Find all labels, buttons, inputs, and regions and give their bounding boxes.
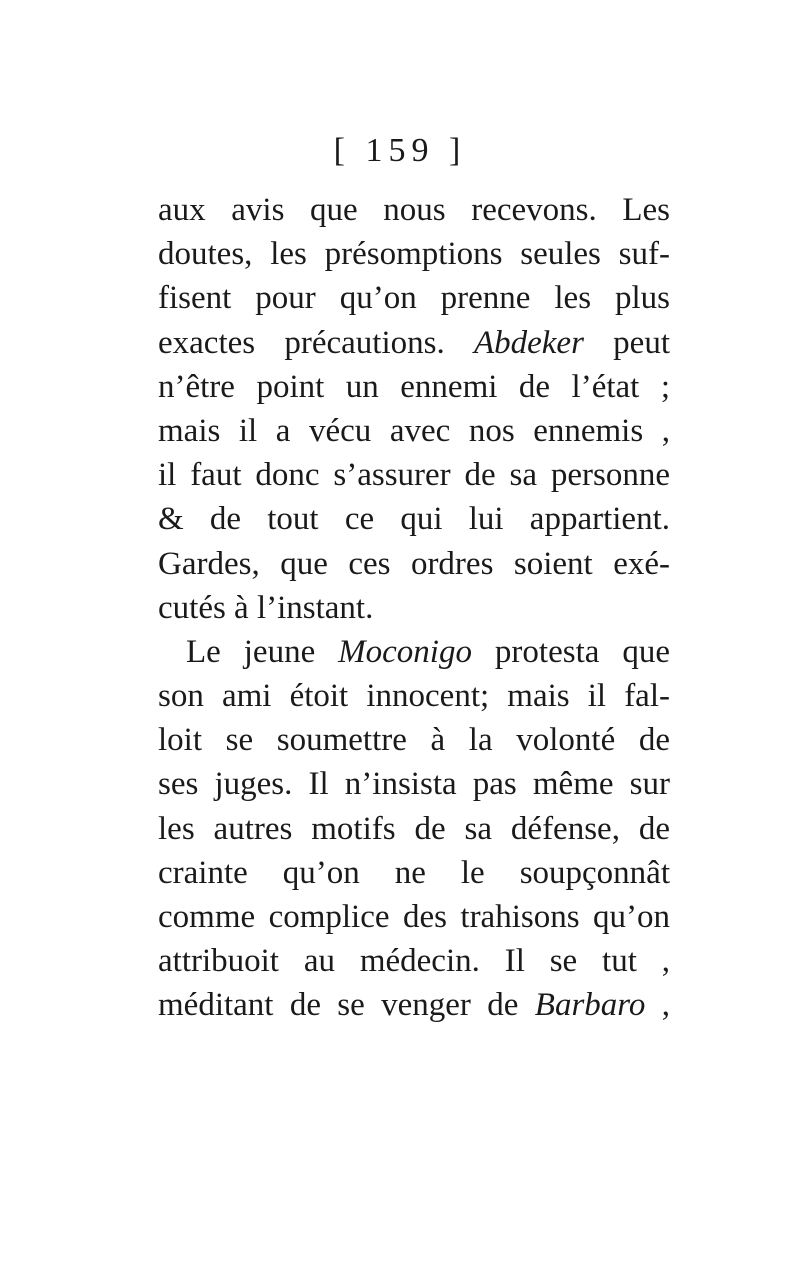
text-line xyxy=(158,542,670,586)
text-line xyxy=(158,188,670,232)
text-line xyxy=(158,807,670,851)
text-segment: n’être point un ennemi de l’état ; xyxy=(158,368,670,405)
text-segment: , xyxy=(645,987,671,1024)
text-segment: mais il a vécu avec nos ennemis , xyxy=(158,412,670,449)
text-segment: ses juges. Il n’insista pas même sur xyxy=(158,766,670,803)
text-line xyxy=(158,453,670,497)
text-segment: fisent pour qu’on prenne les plus xyxy=(158,280,670,317)
text-line xyxy=(158,983,670,1027)
text-segment: comme complice des trahisons qu’on xyxy=(158,899,670,935)
text-line xyxy=(158,497,670,541)
text-line xyxy=(158,365,670,409)
text-line xyxy=(158,630,670,674)
text-line xyxy=(158,851,670,895)
text-line xyxy=(158,232,670,276)
text-segment: il faut donc s’assurer de sa personne xyxy=(158,457,670,494)
body-text xyxy=(158,188,670,1028)
text-segment: crainte qu’on ne le soupçonnât xyxy=(158,854,670,891)
text-segment: attribuoit au médecin. Il se tut , xyxy=(158,943,670,980)
text-line xyxy=(158,674,670,718)
italic-name: Moconigo xyxy=(338,633,472,670)
text-segment: aux avis que nous recevons. Les xyxy=(158,192,670,228)
text-line xyxy=(158,586,670,630)
text-line xyxy=(158,409,670,453)
text-segment: Le jeune xyxy=(186,633,339,670)
text-line xyxy=(158,718,670,762)
text-segment: loit se soumettre à la volonté de xyxy=(158,722,670,759)
text-segment: les autres motifs de sa défense, de xyxy=(158,810,670,847)
text-segment: son ami étoit innocent; mais il fal- xyxy=(158,678,670,715)
text-line xyxy=(158,762,670,806)
text-segment: doutes, les présomptions seules suf- xyxy=(158,236,670,273)
text-segment: exactes précautions. xyxy=(158,324,474,361)
text-line xyxy=(158,939,670,983)
text-segment: protesta que xyxy=(471,633,670,670)
text-line xyxy=(158,321,670,365)
italic-name: Barbaro xyxy=(534,987,646,1024)
page-number: [ 159 ] xyxy=(333,132,467,169)
text-line xyxy=(158,895,670,939)
italic-name: Abdeker xyxy=(473,324,584,361)
text-segment: & de tout ce qui lui appartient. xyxy=(158,501,670,538)
text-segment: Gardes, que ces ordres soient exé- xyxy=(158,545,670,582)
text-segment: cutés à l’instant. xyxy=(158,589,374,626)
text-segment: méditant de se venger de xyxy=(158,987,535,1024)
text-line xyxy=(158,276,670,320)
text-segment: peut xyxy=(583,324,670,361)
